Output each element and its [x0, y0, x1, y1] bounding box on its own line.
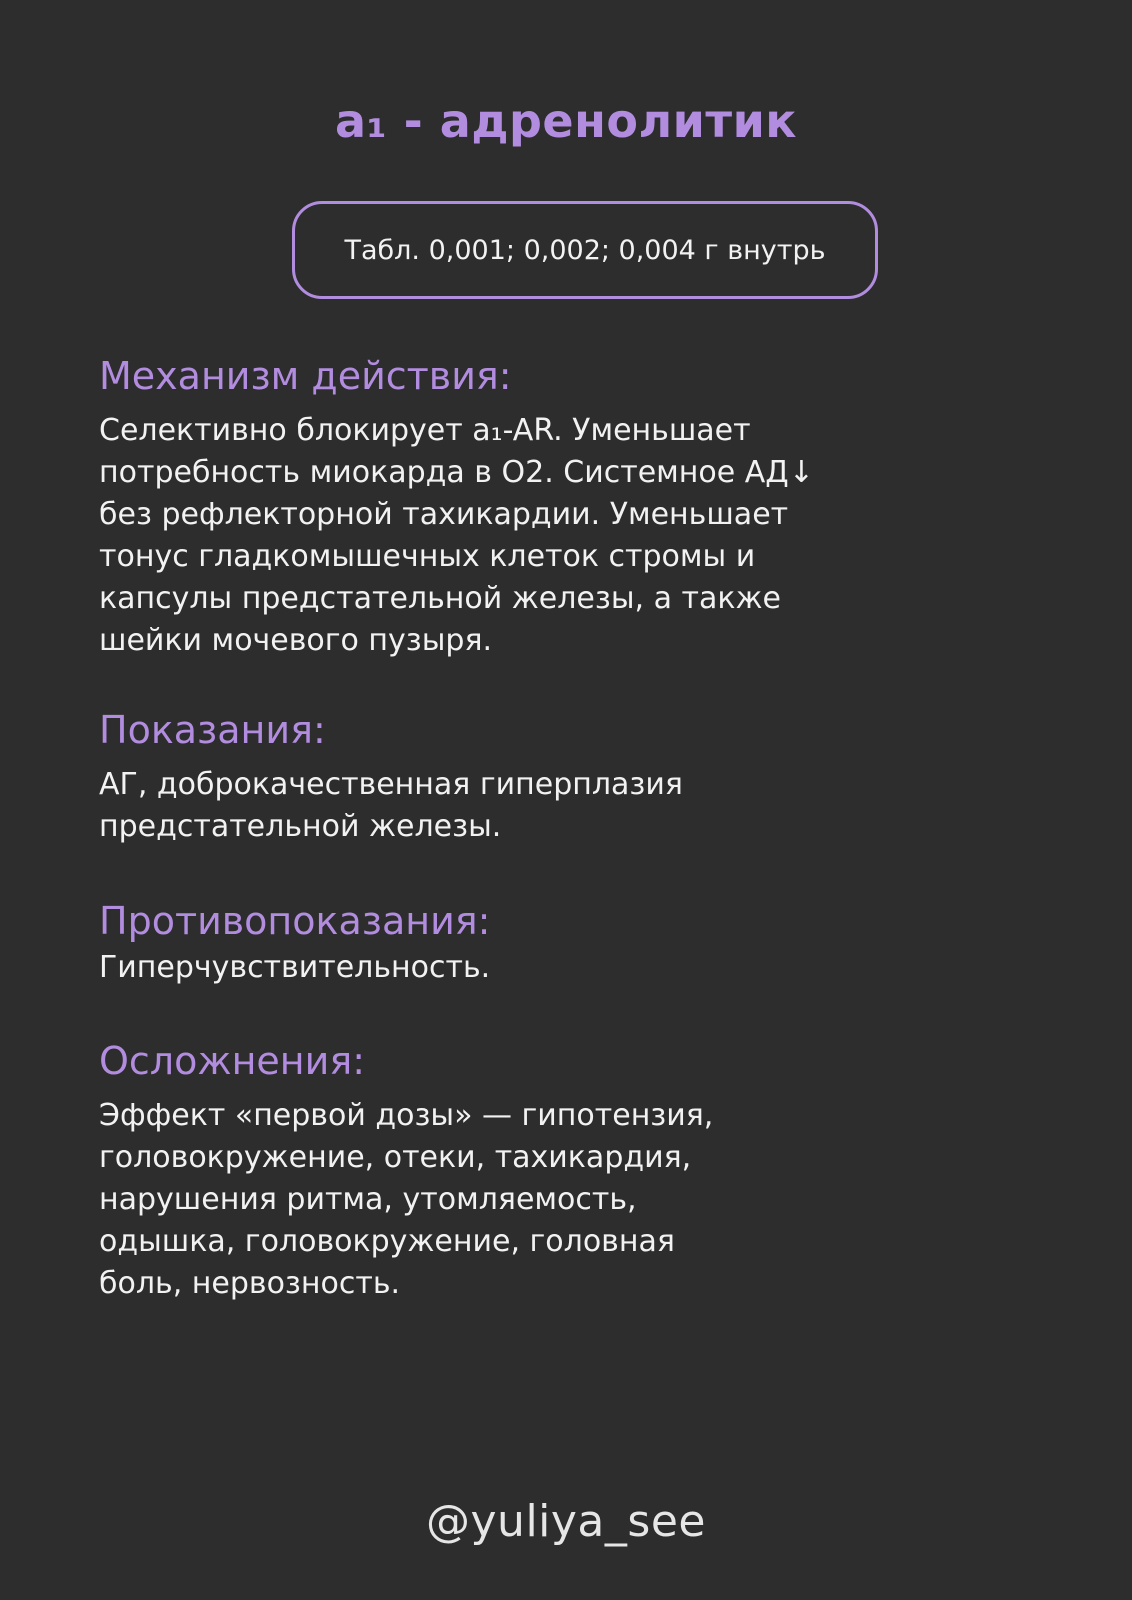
section-body-contraindications: Гиперчувствительность.: [99, 949, 491, 985]
section-heading-indications: Показания:: [99, 708, 326, 752]
section-heading-mechanism: Механизм действия:: [99, 354, 512, 398]
author-handle: @yuliya_see: [426, 1496, 706, 1547]
dosage-text: Табл. 0,001; 0,002; 0,004 г внутрь: [344, 234, 826, 266]
section-body-complications: Эффект «первой дозы» — гипотензия, головокружение, отеки, тахикардия, нарушения ритма, утомляемость, одышка, головокружение, головная боль, нервозность.: [99, 1097, 714, 1301]
section-heading-contraindications: Противопоказания:: [99, 899, 491, 943]
section-complications: [99, 1039, 919, 1305]
section-contraindications: [99, 899, 919, 989]
section-body-indications: АГ, доброкачественная гиперплазия предстательной железы.: [99, 766, 683, 844]
page-title: a₁ - адренолитик: [334, 94, 798, 148]
dosage-box: [292, 201, 878, 299]
section-indications: [99, 708, 919, 848]
section-heading-complications: Осложнения:: [99, 1039, 365, 1083]
section-body-mechanism: Селективно блокирует a₁-AR. Уменьшает потребность миокарда в О2. Системное АД↓ без рефлекторной тахикардии. Уменьшает тонус гладкомышечных клеток стромы и капсулы предстательной железы, а также шейки мочевого пузыря.: [99, 412, 814, 658]
section-mechanism: [99, 354, 919, 662]
